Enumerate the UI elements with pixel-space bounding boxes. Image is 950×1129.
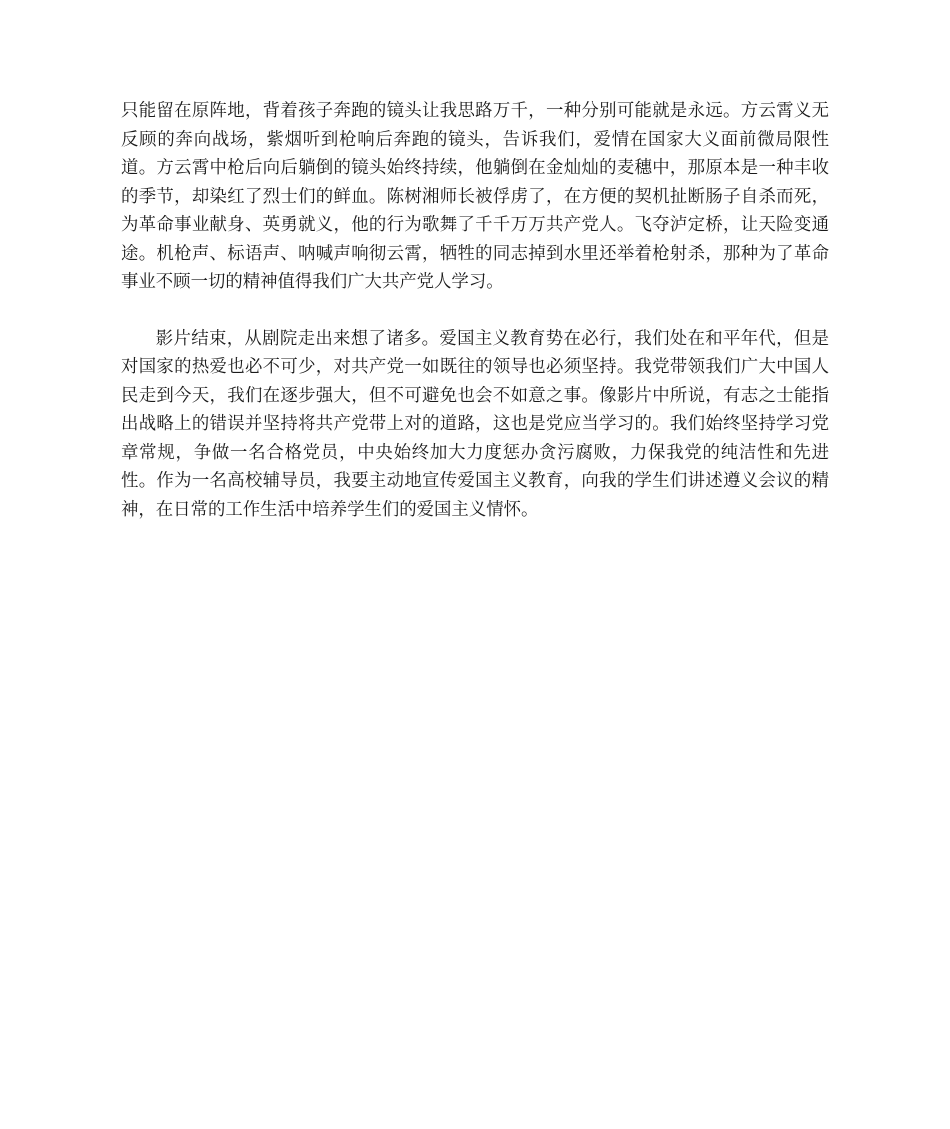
paragraph-conclusion: 影片结束，从剧院走出来想了诸多。爱国主义教育势在必行，我们处在和平年代，但是对国家的热爱也必不可少，对共产党一如既往的领导也必须坚持。我党带领我们广大中国人民走到今天，我们在逐步强大，但不可避免也会不如意之事。像影片中所说，有志之士能指出战略上的错误并坚持将共产党带上对的道路，这也是党应当学习的。我们始终坚持学习党章常规，争做一名合格党员，中央始终加大力度惩办贪污腐败，力保我党的纯洁性和先进性。作为一名高校辅导员，我要主动地宣传爱国主义教育，向我的学生们讲述遵义会议的精神，在日常的工作生活中培养学生们的爱国主义情怀。	[121, 328, 829, 520]
document-body	[121, 97, 829, 524]
paragraph-continuation: 只能留在原阵地，背着孩子奔跑的镜头让我思路万千，一种分别可能就是永远。方云霄义无反顾的奔向战场，紫烟听到枪响后奔跑的镜头，告诉我们，爱情在国家大义面前微局限性道。方云霄中枪后向后躺倒的镜头始终持续，他躺倒在金灿灿的麦穗中，那原本是一种丰收的季节，却染红了烈士们的鲜血。陈树湘师长被俘虏了，在方便的契机扯断肠子自杀而死，为革命事业献身、英勇就义，他的行为歌舞了千千万万共产党人。飞夺泸定桥，让天险变通途。机枪声、标语声、呐喊声响彻云霄，牺牲的同志掉到水里还举着枪射杀，那种为了革命事业不顾一切的精神值得我们广大共产党人学习。	[121, 101, 829, 292]
